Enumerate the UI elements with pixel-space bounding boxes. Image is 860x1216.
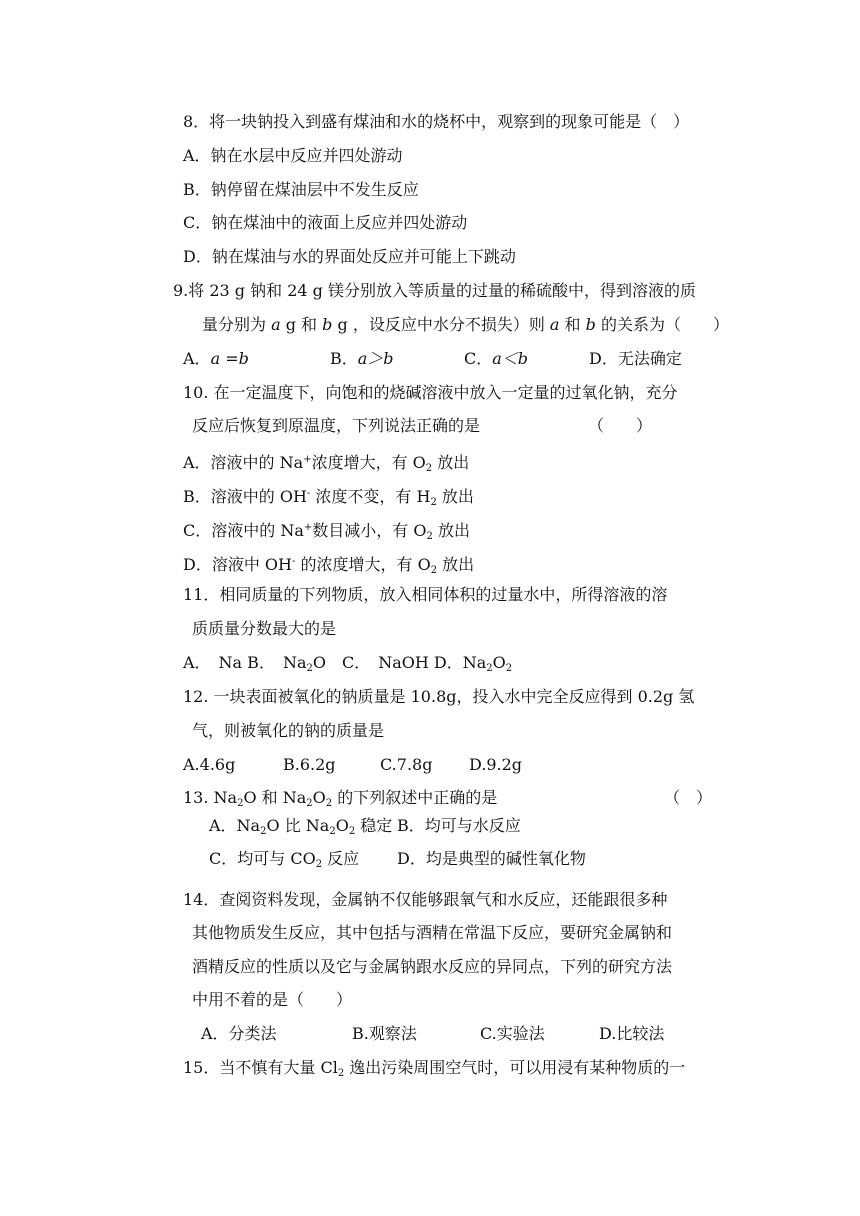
q9-option-a: A．a =b [183,349,249,368]
q13-option-b: B．均可与水反应 [397,816,521,835]
q10-stem-line2: 反应后恢复到原温度，下列说法正确的是 [192,416,481,435]
q8-option-a: A．钠在水层中反应并四处游动 [183,146,403,165]
q12-option-d: D.9.2g [469,755,523,774]
q13-option-c: C．均可与 $CO_2$ 反应 [209,849,360,870]
q9-stem-line1: 9.将 23 g 钠和 24 g 镁分别放入等质量的过量的稀硫酸中，得到溶液的质 [173,281,696,300]
q14-option-c: C.实验法 [480,1024,545,1043]
q11-stem-line1: 11．相同质量的下列物质，放入相同体积的过量水中，所得溶液的溶 [183,585,668,604]
q10-answer-paren: （ ） [588,416,653,435]
q15-stem-line1: 15．当不慎有大量 $Cl_2$ 逸出污染周围空气时，可以用浸有某种物质的一 [183,1058,686,1079]
q13-option-d: D．均是典型的碱性氧化物 [397,849,586,868]
q14-stem-line1: 14．查阅资料发现，金属钠不仅能够跟氧气和水反应，还能跟很多种 [183,890,668,909]
q10-option-b: B．溶液中的 OH- 浓度不变，有 $H_2$ 放出 [183,487,474,508]
q14-option-a: A．分类法 [201,1024,277,1043]
q9-option-d: D．无法确定 [589,349,682,368]
q13-option-a: A．$Na_2O$ 比 $Na_2O_2$ 稳定 [209,816,393,837]
q11-options: A． Na B． $Na_2O$ C． NaOH D．$Na_2O_2$ [183,653,513,674]
q10-stem-line1: 10. 在一定温度下，向饱和的烧碱溶液中放入一定量的过氧化钠，充分 [183,383,678,402]
q9-stem-line2: 量分别为 a g 和 b g ，设反应中水分不损失）则 a 和 b 的关系为（ ） [202,315,729,334]
q12-option-c: C.7.8g [380,755,433,774]
q8-option-c: C．钠在煤油中的液面上反应并四处游动 [183,213,468,232]
q10-option-a: A．溶液中的 Na+浓度增大，有 $O_2$ 放出 [183,453,470,474]
q8-stem: 8．将一块钠投入到盛有煤油和水的烧杯中，观察到的现象可能是（ ） [183,112,690,131]
q14-option-d: D.比较法 [599,1024,665,1043]
q11-stem-line2: 质质量分数最大的是 [192,619,337,638]
q14-stem-line2: 其他物质发生反应，其中包括与酒精在常温下反应，要研究金属钠和 [192,923,673,942]
q14-stem-line4: 中用不着的是（ ） [192,990,353,1009]
q12-stem-line1: 12. 一块表面被氧化的钠质量是 10.8g，投入水中完全反应得到 0.2g 氢 [183,687,695,706]
q9-option-b: B．a＞b [330,349,394,368]
q12-option-b: B.6.2g [283,755,336,774]
q13-answer-paren: （ ） [664,788,713,807]
q12-option-a: A.4.6g [183,755,236,774]
q8-option-d: D．钠在煤油与水的界面处反应并可能上下跳动 [183,247,516,266]
q8-option-b: B．钠停留在煤油层中不发生反应 [183,180,419,199]
q9-option-c: C．a＜b [464,349,529,368]
q10-option-d: D．溶液中 OH- 的浓度增大，有 $O_2$ 放出 [183,555,475,576]
q10-option-c: C．溶液中的 Na+数目减小，有 $O_2$ 放出 [183,521,470,542]
q13-stem: 13. $Na_2O$ 和 $Na_2O_2$ 的下列叙述中正确的是 [183,788,498,809]
q14-stem-line3: 酒精反应的性质以及它与金属钠跟水反应的异同点，下列的研究方法 [192,957,673,976]
q14-option-b: B.观察法 [352,1024,417,1043]
q12-stem-line2: 气，则被氧化的钠的质量是 [192,721,385,740]
